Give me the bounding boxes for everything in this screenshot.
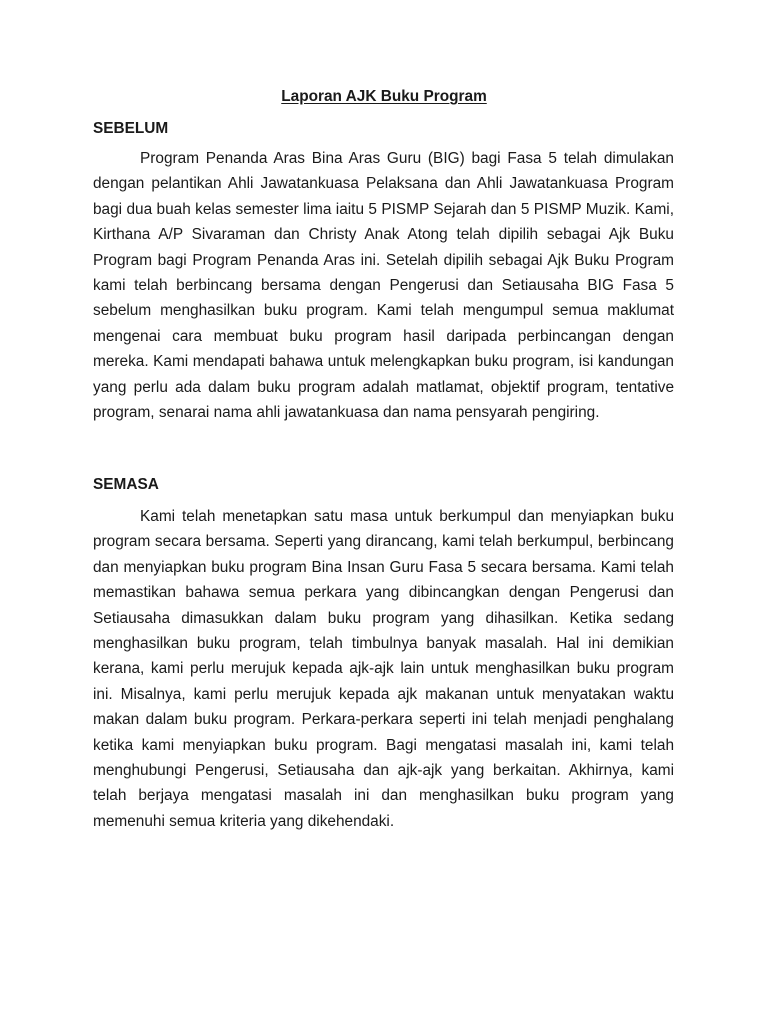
section-heading-sebelum: SEBELUM <box>93 120 169 137</box>
section-heading-semasa: SEMASA <box>93 476 159 493</box>
section-paragraph-semasa: Kami telah menetapkan satu masa untuk berkumpul dan menyiapkan buku program secara bersama. Seperti yang dirancang, kami telah berkumpul, berbincang dan menyiapkan buku program Bina Insan Guru Fasa 5 secara bersama. Kami telah memastikan bahawa semua perkara yang dibincangkan dengan Pengerusi dan Setiausaha dimasukkan dalam buku program yang dihasilkan. Ketika sedang menghasilkan buku program, telah timbulnya banyak masalah. Hal ini demikian kerana, kami perlu merujuk kepada ajk-ajk lain untuk menghasilkan buku program ini. Misalnya, kami perlu merujuk kepada ajk makanan untuk menyatakan waktu makan dalam buku program. Perkara-perkara seperti ini telah menjadi penghalang ketika kami menyiapkan buku program. Bagi mengatasi masalah ini, kami telah menghubungi Pengerusi, Setiausaha dan ajk-ajk yang berkaitan. Akhirnya, kami telah berjaya mengatasi masalah ini dan menghasilkan buku program yang memenuhi semua kriteria yang dikehendaki. <box>93 508 674 830</box>
document-title: Laporan AJK Buku Program <box>281 88 487 105</box>
section-paragraph-sebelum: Program Penanda Aras Bina Aras Guru (BIG) bagi Fasa 5 telah dimulakan dengan pelantikan Ahli Jawatankuasa Pelaksana dan Ahli Jawatankuasa Program bagi dua buah kelas semester lima iaitu 5 PISMP Sejarah dan 5 PISMP Muzik. Kami, Kirthana A/P Sivaraman dan Christy Anak Atong telah dipilih sebagai Ajk Buku Program bagi Program Penanda Aras ini. Setelah dipilih sebagai Ajk Buku Program kami telah berbincang bersama dengan Pengerusi dan Setiausaha BIG Fasa 5 sebelum menghasilkan buku program. Kami telah mengumpul semua maklumat mengenai cara membuat buku program hasil daripada perbincangan dengan mereka. Kami mendapati bahawa untuk melengkapkan buku program, isi kandungan yang perlu ada dalam buku program adalah matlamat, objektif program, tentative program, senarai nama ahli jawatankuasa dan nama pensyarah pengiring. <box>93 150 674 422</box>
